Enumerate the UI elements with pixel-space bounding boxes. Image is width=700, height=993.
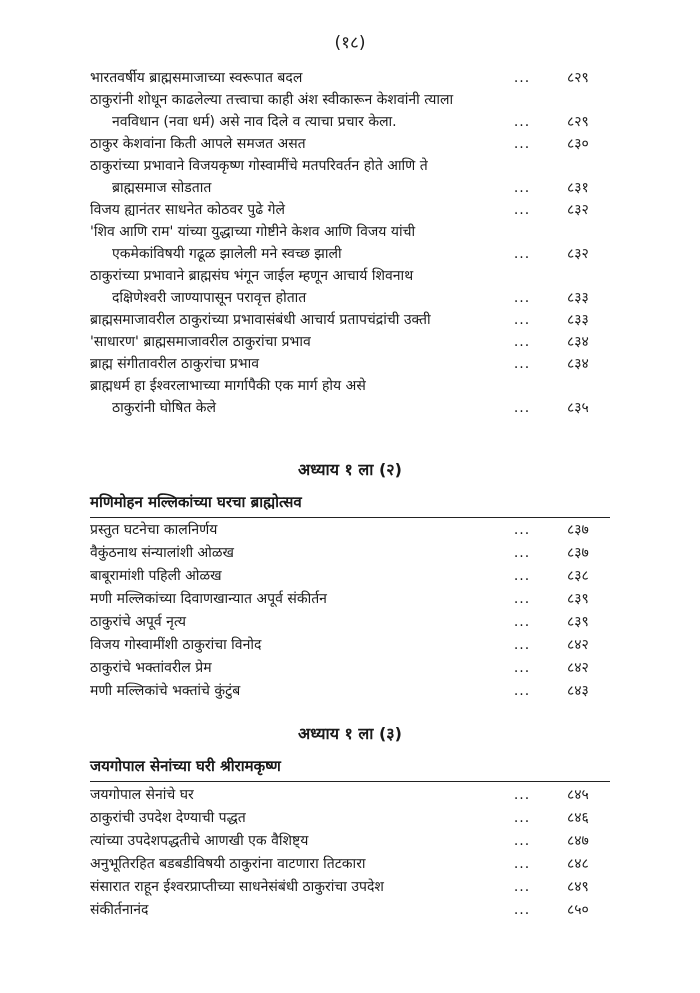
toc-entry	[0, 634, 700, 657]
toc-entry-title: ब्राह्मसमाजावरील ठाकुरांच्या प्रभावासंबंधी आचार्य प्रतापचंद्रांची उक्ती	[90, 312, 431, 328]
leader-dots: ...	[513, 810, 531, 826]
toc-entry	[0, 111, 700, 133]
toc-entry	[0, 265, 700, 287]
section-title-2: मणिमोहन मल्लिकांच्या घरचा ब्राह्मोत्सव	[90, 493, 302, 511]
toc-entry-title: भारतवर्षीय ब्राह्मसमाजाच्या स्वरूपात बदल	[90, 70, 303, 86]
leader-dots: ...	[513, 902, 531, 918]
section-title-3: जयगोपाल सेनांच्या घरी श्रीरामकृष्ण	[90, 757, 281, 775]
toc-entry-title: 'शिव आणि राम' यांच्या युद्धाच्या गोष्टीने केशव आणि विजय यांची	[90, 224, 416, 240]
leader-dots: ...	[513, 856, 531, 872]
leader-dots: ...	[513, 114, 531, 130]
toc-entry-page: ८३४	[567, 334, 589, 350]
toc-entry-title: संसारात राहून ईश्वरप्राप्तीच्या साधनेसंबंधी ठाकुरांचा उपदेश	[90, 879, 384, 895]
leader-dots: ...	[513, 334, 531, 350]
toc-entry-page: ८३९	[567, 614, 589, 630]
toc-entry-page: ८३१	[567, 180, 589, 196]
toc-entry	[0, 309, 700, 331]
toc-entry-page: ८३७	[567, 522, 589, 538]
toc-group-2	[0, 519, 700, 703]
toc-entry	[0, 542, 700, 565]
page-number: (१८)	[334, 33, 366, 53]
section-divider-3	[90, 781, 610, 782]
toc-entry	[0, 375, 700, 397]
leader-dots: ...	[513, 312, 531, 328]
toc-entry-page: ८४६	[567, 810, 589, 826]
toc-entry-page: ८३९	[567, 591, 589, 607]
toc-entry-title: ठाकुर केशवांना किती आपले समजत असत	[90, 136, 306, 152]
chapter-heading-2: अध्याय १ ला (२)	[298, 460, 402, 479]
toc-entry-page: ८४८	[567, 856, 589, 872]
toc-entry-title: ठाकुरांचे भक्तांवरील प्रेम	[90, 660, 212, 676]
toc-entry-title: ठाकुरांच्या प्रभावाने ब्राह्मसंघ भंगून जाईल म्हणून आचार्य शिवनाथ	[90, 268, 414, 284]
toc-entry-page: ८२९	[567, 70, 589, 86]
leader-dots: ...	[513, 522, 531, 538]
toc-entry-title: ब्राह्मसमाज सोडतात	[112, 180, 212, 196]
toc-entry	[0, 680, 700, 703]
toc-entry	[0, 784, 700, 807]
leader-dots: ...	[513, 833, 531, 849]
toc-entry	[0, 899, 700, 922]
toc-entry-title: ब्राह्म संगीतावरील ठाकुरांचा प्रभाव	[90, 356, 259, 372]
toc-entry-page: ८४५	[567, 787, 589, 803]
toc-entry	[0, 331, 700, 353]
toc-entry	[0, 243, 700, 265]
leader-dots: ...	[513, 787, 531, 803]
toc-entry	[0, 199, 700, 221]
toc-entry	[0, 133, 700, 155]
toc-entry	[0, 177, 700, 199]
toc-group-1	[0, 67, 700, 419]
leader-dots: ...	[513, 356, 531, 372]
leader-dots: ...	[513, 614, 531, 630]
toc-entry-title: 'साधारण' ब्राह्मसमाजावरील ठाकुरांचा प्रभाव	[90, 334, 311, 350]
toc-entry-title: बाबूरामांशी पहिली ओळख	[90, 568, 222, 584]
toc-entry-page: ८४९	[567, 879, 589, 895]
toc-entry-page: ८३३	[567, 312, 589, 328]
toc-entry	[0, 89, 700, 111]
toc-entry-page: ८३३	[567, 290, 589, 306]
toc-entry	[0, 657, 700, 680]
toc-entry-page: ८३२	[567, 246, 589, 262]
toc-entry-title: नवविधान (नवा धर्म) असे नाव दिले व त्याचा प्रचार केला.	[112, 114, 397, 130]
toc-entry-title: ठाकुरांनी शोधून काढलेल्या तत्त्वाचा काही अंश स्वीकारून केशवांनी त्याला	[90, 92, 454, 108]
leader-dots: ...	[513, 290, 531, 306]
toc-entry	[0, 611, 700, 634]
toc-entry	[0, 221, 700, 243]
leader-dots: ...	[513, 545, 531, 561]
toc-entry-page: ८४२	[567, 660, 589, 676]
leader-dots: ...	[513, 400, 531, 416]
toc-entry-page: ८४३	[567, 683, 589, 699]
leader-dots: ...	[513, 568, 531, 584]
toc-entry-page: ८३५	[567, 400, 589, 416]
toc-entry-page: ८४२	[567, 637, 589, 653]
toc-entry-title: ठाकुरांच्या प्रभावाने विजयकृष्ण गोस्वामींचे मतपरिवर्तन होते आणि ते	[90, 158, 428, 174]
toc-entry-title: प्रस्तुत घटनेचा कालनिर्णय	[90, 522, 218, 538]
toc-entry-title: विजय गोस्वामींशी ठाकुरांचा विनोद	[90, 637, 262, 653]
toc-entry	[0, 519, 700, 542]
toc-entry-page: ८३४	[567, 356, 589, 372]
toc-entry-title: मणी मल्लिकांचे भक्तांचे कुंटुंब	[90, 683, 241, 699]
leader-dots: ...	[513, 70, 531, 86]
section-divider-2	[90, 517, 610, 518]
toc-entry-title: एकमेकांविषयी गढूळ झालेली मने स्वच्छ झाली	[112, 246, 342, 262]
toc-entry-title: अनुभूतिरहित बडबडीविषयी ठाकुरांना वाटणारा तिटकारा	[90, 856, 366, 872]
toc-entry-page: ८५०	[567, 902, 589, 918]
leader-dots: ...	[513, 683, 531, 699]
toc-group-3	[0, 784, 700, 922]
toc-entry-page: ८३०	[567, 136, 589, 152]
toc-entry-title: ठाकुरांची उपदेश देण्याची पद्धत	[90, 810, 246, 826]
toc-entry-title: ब्राह्मधर्म हा ईश्वरलाभाच्या मार्गापैकी एक मार्ग होय असे	[90, 378, 366, 394]
leader-dots: ...	[513, 660, 531, 676]
leader-dots: ...	[513, 246, 531, 262]
toc-entry	[0, 876, 700, 899]
toc-entry	[0, 830, 700, 853]
toc-entry-title: त्यांच्या उपदेशपद्धतीचे आणखी एक वैशिष्ट्य	[90, 833, 309, 849]
toc-entry	[0, 353, 700, 375]
leader-dots: ...	[513, 591, 531, 607]
leader-dots: ...	[513, 879, 531, 895]
toc-entry	[0, 67, 700, 89]
leader-dots: ...	[513, 637, 531, 653]
toc-entry-page: ८३२	[567, 202, 589, 218]
toc-entry-title: वैकुंठनाथ संन्यालांशी ओळख	[90, 545, 234, 561]
toc-entry	[0, 588, 700, 611]
toc-entry-page: ८३७	[567, 545, 589, 561]
toc-entry-title: मणी मल्लिकांच्या दिवाणखान्यात अपूर्व संकीर्तन	[90, 591, 327, 607]
leader-dots: ...	[513, 202, 531, 218]
toc-entry-title: जयगोपाल सेनांचे घर	[90, 787, 194, 803]
toc-entry	[0, 287, 700, 309]
toc-entry	[0, 853, 700, 876]
toc-entry-title: विजय ह्यानंतर साधनेत कोठवर पुढे गेले	[90, 202, 285, 218]
chapter-heading-3: अध्याय १ ला (३)	[298, 724, 402, 743]
toc-entry-title: ठाकुरांनी घोषित केले	[112, 400, 217, 416]
toc-entry	[0, 155, 700, 177]
toc-entry	[0, 565, 700, 588]
toc-entry	[0, 397, 700, 419]
toc-entry-page: ८४७	[567, 833, 589, 849]
toc-entry-page: ८२९	[567, 114, 589, 130]
toc-entry-title: संकीर्तनानंद	[90, 902, 149, 918]
toc-entry-page: ८३८	[567, 568, 589, 584]
toc-entry	[0, 807, 700, 830]
toc-entry-title: दक्षिणेश्वरी जाण्यापासून परावृत्त होतात	[112, 290, 307, 306]
leader-dots: ...	[513, 180, 531, 196]
toc-entry-title: ठाकुरांचे अपूर्व नृत्य	[90, 614, 187, 630]
leader-dots: ...	[513, 136, 531, 152]
